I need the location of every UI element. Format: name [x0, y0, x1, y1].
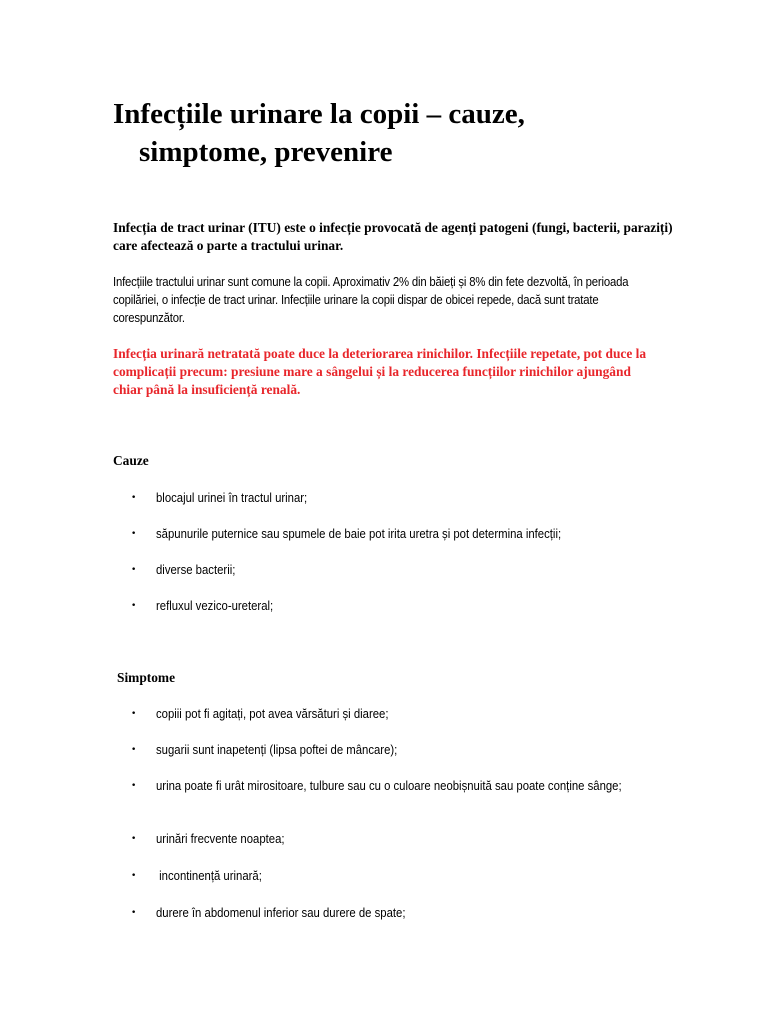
list-item-text: săpunurile puternice sau spumele de baie pot irita uretra și pot determina infecții; [156, 527, 562, 541]
list-item-text: refluxul vezico-ureteral; [156, 599, 274, 613]
section-heading-simptome: Simptome [117, 670, 176, 685]
intro-definition-paragraph: Infecția de tract urinar (ITU) este o infecție provocată de agenți patogeni (fungi, bacterii, paraziți) care afectează o parte a tractului urinar. [113, 220, 673, 253]
bullet-icon: • [131, 565, 137, 575]
list-item-text: urinări frecvente noaptea; [156, 832, 285, 846]
bullet-icon: • [131, 908, 137, 918]
title-line-2: simptome, prevenire [139, 136, 393, 168]
list-item-text: sugarii sunt inapetenți (lipsa poftei de mâncare); [156, 743, 398, 757]
list-item-text: urina poate fi urât mirositoare, tulbure sau cu o culoare neobișnuită sau poate conține sânge; [156, 779, 622, 793]
list-item-text: incontinență urinară; [156, 869, 262, 883]
bullet-icon: • [131, 709, 137, 719]
bullet-icon: • [131, 745, 137, 755]
bullet-icon: • [131, 781, 137, 791]
warning-paragraph: Infecția urinară netratată poate duce la deteriorarea rinichilor. Infecțiile repetate, pot duce la complicații precum: presiune mare a sângelui și la reducerea funcțiilor rinichilor ajungând chiar până la insuficiență renală. [113, 346, 647, 397]
bullet-icon: • [131, 871, 137, 881]
bullet-icon: • [131, 493, 137, 503]
list-item-text: durere în abdomenul inferior sau durere de spate; [156, 906, 406, 920]
bullet-icon: • [131, 529, 137, 539]
list-item-text: copiii pot fi agitați, pot avea vărsături și diaree; [156, 707, 389, 721]
list-item-text: diverse bacterii; [156, 563, 236, 577]
document-title [113, 95, 673, 171]
section-heading-cauze: Cauze [113, 453, 149, 468]
bullet-icon: • [131, 601, 137, 611]
intro-prevalence-paragraph: Infecțiile tractului urinar sunt comune la copii. Aproximativ 2% din băieți și 8% din fete dezvoltă, în perioada copilăriei, o infecție de tract urinar. Infecțiile urinare la copii dispar de obicei repede, dacă sunt tratate corespunzător. [113, 275, 629, 325]
list-item-text: blocajul urinei în tractul urinar; [156, 491, 308, 505]
bullet-icon: • [131, 834, 137, 844]
title-line-1: Infecțiile urinare la copii – cauze, [113, 98, 525, 130]
